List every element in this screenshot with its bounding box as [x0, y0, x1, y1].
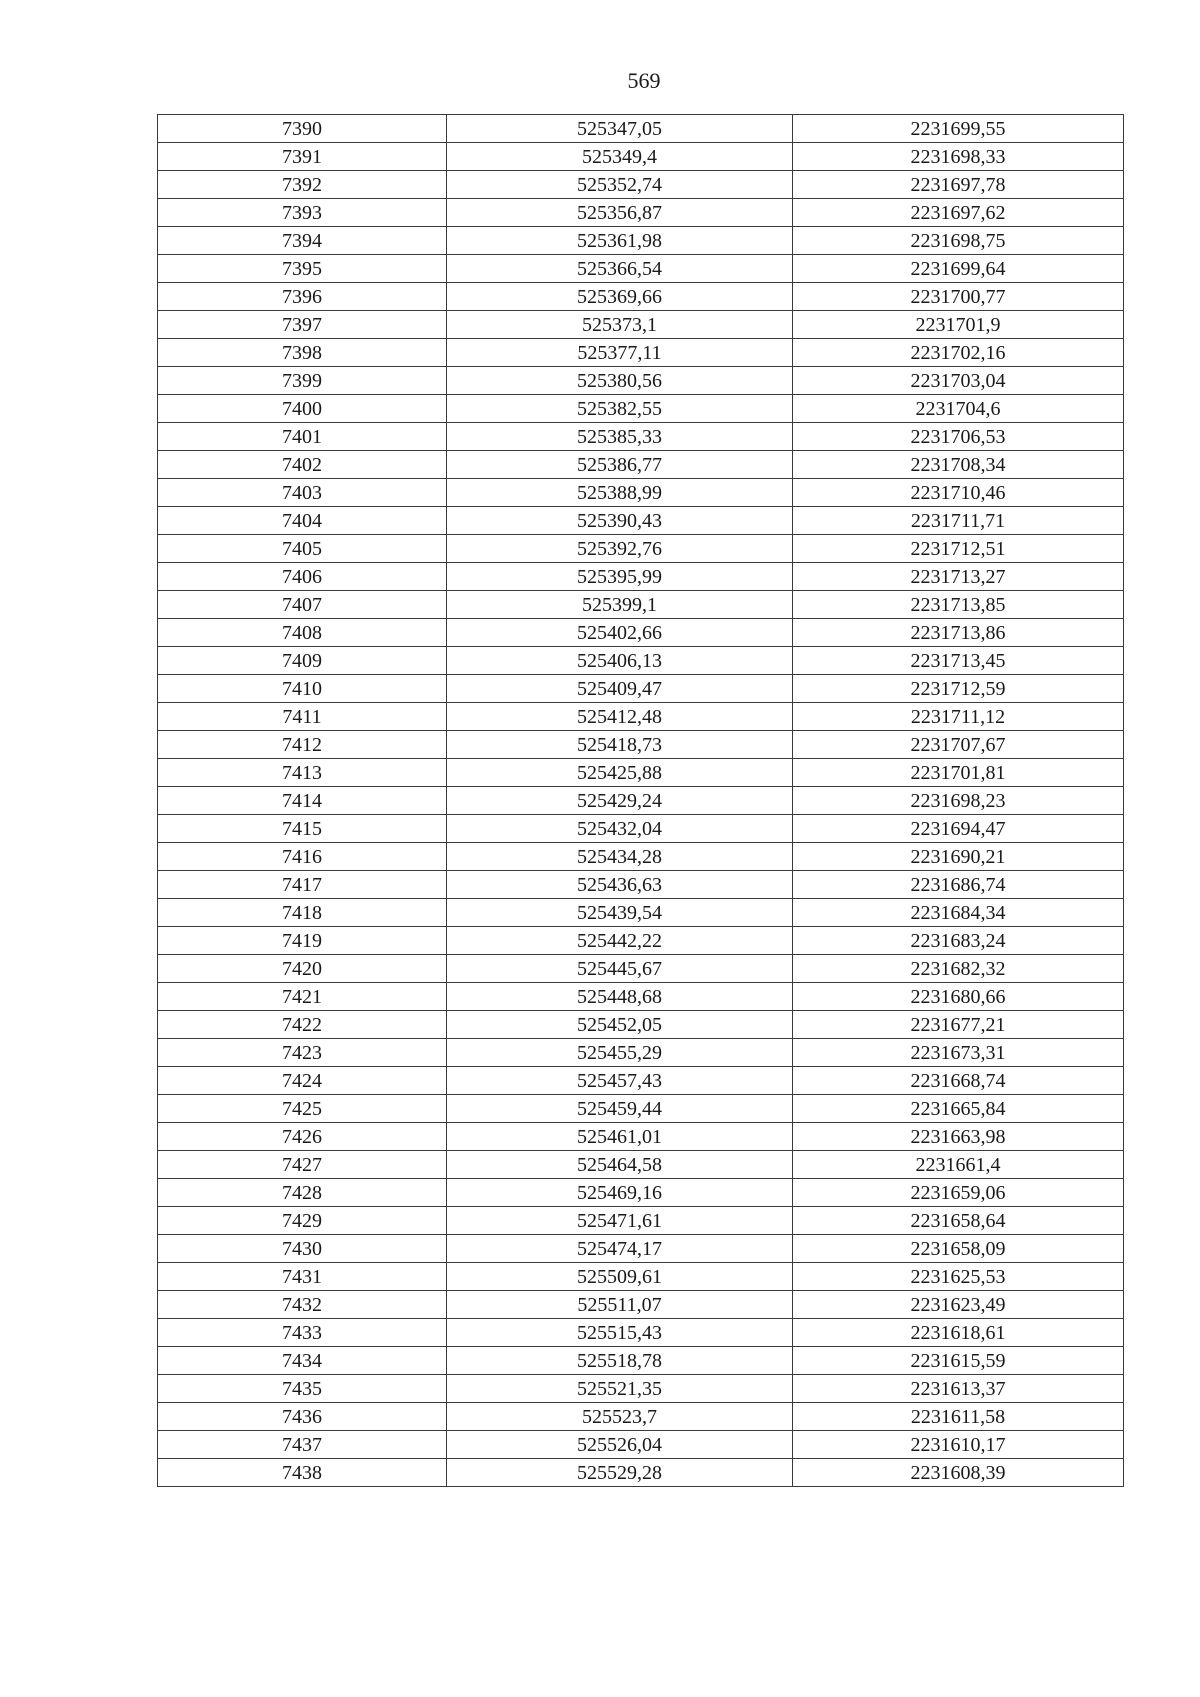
y-coordinate-cell: 2231713,85	[793, 591, 1124, 619]
x-coordinate-cell: 525469,16	[447, 1179, 793, 1207]
y-coordinate-cell: 2231713,86	[793, 619, 1124, 647]
y-coordinate-cell: 2231694,47	[793, 815, 1124, 843]
x-coordinate-cell: 525356,87	[447, 199, 793, 227]
y-coordinate-cell: 2231623,49	[793, 1291, 1124, 1319]
x-coordinate-cell: 525461,01	[447, 1123, 793, 1151]
point-number-cell: 7402	[158, 451, 447, 479]
point-number-cell: 7422	[158, 1011, 447, 1039]
point-number-cell: 7404	[158, 507, 447, 535]
x-coordinate-cell: 525448,68	[447, 983, 793, 1011]
x-coordinate-cell: 525436,63	[447, 871, 793, 899]
table-row	[158, 227, 1124, 255]
y-coordinate-cell: 2231713,27	[793, 563, 1124, 591]
point-number-cell: 7392	[158, 171, 447, 199]
y-coordinate-cell: 2231625,53	[793, 1263, 1124, 1291]
table-row	[158, 815, 1124, 843]
y-coordinate-cell: 2231683,24	[793, 927, 1124, 955]
y-coordinate-cell: 2231701,81	[793, 759, 1124, 787]
point-number-cell: 7390	[158, 115, 447, 143]
table-row	[158, 1235, 1124, 1263]
y-coordinate-cell: 2231698,75	[793, 227, 1124, 255]
point-number-cell: 7403	[158, 479, 447, 507]
table-row	[158, 367, 1124, 395]
point-number-cell: 7425	[158, 1095, 447, 1123]
x-coordinate-cell: 525439,54	[447, 899, 793, 927]
y-coordinate-cell: 2231697,62	[793, 199, 1124, 227]
y-coordinate-cell: 2231659,06	[793, 1179, 1124, 1207]
point-number-cell: 7430	[158, 1235, 447, 1263]
point-number-cell: 7400	[158, 395, 447, 423]
x-coordinate-cell: 525390,43	[447, 507, 793, 535]
y-coordinate-cell: 2231661,4	[793, 1151, 1124, 1179]
table-row	[158, 507, 1124, 535]
y-coordinate-cell: 2231712,59	[793, 675, 1124, 703]
x-coordinate-cell: 525382,55	[447, 395, 793, 423]
table-row	[158, 1291, 1124, 1319]
point-number-cell: 7401	[158, 423, 447, 451]
x-coordinate-cell: 525377,11	[447, 339, 793, 367]
x-coordinate-cell: 525523,7	[447, 1403, 793, 1431]
y-coordinate-cell: 2231697,78	[793, 171, 1124, 199]
y-coordinate-cell: 2231703,04	[793, 367, 1124, 395]
table-row	[158, 1179, 1124, 1207]
x-coordinate-cell: 525369,66	[447, 283, 793, 311]
y-coordinate-cell: 2231608,39	[793, 1459, 1124, 1487]
x-coordinate-cell: 525406,13	[447, 647, 793, 675]
table-row	[158, 787, 1124, 815]
x-coordinate-cell: 525385,33	[447, 423, 793, 451]
point-number-cell: 7406	[158, 563, 447, 591]
table-row	[158, 311, 1124, 339]
y-coordinate-cell: 2231673,31	[793, 1039, 1124, 1067]
table-row	[158, 759, 1124, 787]
x-coordinate-cell: 525526,04	[447, 1431, 793, 1459]
coordinates-table	[157, 114, 1124, 1487]
x-coordinate-cell: 525392,76	[447, 535, 793, 563]
table-row	[158, 479, 1124, 507]
coordinates-table-body	[158, 115, 1124, 1487]
table-row	[158, 1039, 1124, 1067]
y-coordinate-cell: 2231663,98	[793, 1123, 1124, 1151]
x-coordinate-cell: 525380,56	[447, 367, 793, 395]
point-number-cell: 7414	[158, 787, 447, 815]
x-coordinate-cell: 525402,66	[447, 619, 793, 647]
table-row	[158, 591, 1124, 619]
table-row	[158, 675, 1124, 703]
point-number-cell: 7429	[158, 1207, 447, 1235]
y-coordinate-cell: 2231686,74	[793, 871, 1124, 899]
table-row	[158, 1347, 1124, 1375]
y-coordinate-cell: 2231700,77	[793, 283, 1124, 311]
table-row	[158, 1123, 1124, 1151]
y-coordinate-cell: 2231682,32	[793, 955, 1124, 983]
y-coordinate-cell: 2231610,17	[793, 1431, 1124, 1459]
table-row	[158, 395, 1124, 423]
x-coordinate-cell: 525521,35	[447, 1375, 793, 1403]
y-coordinate-cell: 2231658,64	[793, 1207, 1124, 1235]
x-coordinate-cell: 525347,05	[447, 115, 793, 143]
table-row	[158, 1207, 1124, 1235]
table-row	[158, 199, 1124, 227]
table-row	[158, 1263, 1124, 1291]
x-coordinate-cell: 525395,99	[447, 563, 793, 591]
point-number-cell: 7411	[158, 703, 447, 731]
x-coordinate-cell: 525457,43	[447, 1067, 793, 1095]
point-number-cell: 7434	[158, 1347, 447, 1375]
x-coordinate-cell: 525366,54	[447, 255, 793, 283]
table-row	[158, 703, 1124, 731]
table-row	[158, 927, 1124, 955]
y-coordinate-cell: 2231611,58	[793, 1403, 1124, 1431]
table-row	[158, 955, 1124, 983]
x-coordinate-cell: 525529,28	[447, 1459, 793, 1487]
x-coordinate-cell: 525418,73	[447, 731, 793, 759]
point-number-cell: 7398	[158, 339, 447, 367]
point-number-cell: 7417	[158, 871, 447, 899]
y-coordinate-cell: 2231706,53	[793, 423, 1124, 451]
x-coordinate-cell: 525459,44	[447, 1095, 793, 1123]
point-number-cell: 7416	[158, 843, 447, 871]
table-row	[158, 339, 1124, 367]
point-number-cell: 7391	[158, 143, 447, 171]
y-coordinate-cell: 2231690,21	[793, 843, 1124, 871]
table-row	[158, 1095, 1124, 1123]
point-number-cell: 7399	[158, 367, 447, 395]
table-row	[158, 871, 1124, 899]
x-coordinate-cell: 525425,88	[447, 759, 793, 787]
x-coordinate-cell: 525352,74	[447, 171, 793, 199]
y-coordinate-cell: 2231698,33	[793, 143, 1124, 171]
table-row	[158, 563, 1124, 591]
y-coordinate-cell: 2231711,12	[793, 703, 1124, 731]
table-row	[158, 1459, 1124, 1487]
table-row	[158, 1403, 1124, 1431]
x-coordinate-cell: 525445,67	[447, 955, 793, 983]
x-coordinate-cell: 525515,43	[447, 1319, 793, 1347]
table-row	[158, 283, 1124, 311]
y-coordinate-cell: 2231712,51	[793, 535, 1124, 563]
point-number-cell: 7397	[158, 311, 447, 339]
point-number-cell: 7428	[158, 1179, 447, 1207]
point-number-cell: 7394	[158, 227, 447, 255]
point-number-cell: 7423	[158, 1039, 447, 1067]
point-number-cell: 7396	[158, 283, 447, 311]
table-row	[158, 1375, 1124, 1403]
x-coordinate-cell: 525432,04	[447, 815, 793, 843]
table-row	[158, 171, 1124, 199]
table-row	[158, 1011, 1124, 1039]
y-coordinate-cell: 2231702,16	[793, 339, 1124, 367]
table-row	[158, 619, 1124, 647]
y-coordinate-cell: 2231618,61	[793, 1319, 1124, 1347]
table-row	[158, 983, 1124, 1011]
y-coordinate-cell: 2231713,45	[793, 647, 1124, 675]
point-number-cell: 7433	[158, 1319, 447, 1347]
y-coordinate-cell: 2231684,34	[793, 899, 1124, 927]
y-coordinate-cell: 2231615,59	[793, 1347, 1124, 1375]
table-row	[158, 423, 1124, 451]
x-coordinate-cell: 525434,28	[447, 843, 793, 871]
y-coordinate-cell: 2231698,23	[793, 787, 1124, 815]
x-coordinate-cell: 525373,1	[447, 311, 793, 339]
point-number-cell: 7415	[158, 815, 447, 843]
table-row	[158, 1067, 1124, 1095]
x-coordinate-cell: 525474,17	[447, 1235, 793, 1263]
table-row	[158, 535, 1124, 563]
table-row	[158, 1431, 1124, 1459]
x-coordinate-cell: 525429,24	[447, 787, 793, 815]
point-number-cell: 7408	[158, 619, 447, 647]
table-row	[158, 255, 1124, 283]
y-coordinate-cell: 2231613,37	[793, 1375, 1124, 1403]
x-coordinate-cell: 525471,61	[447, 1207, 793, 1235]
point-number-cell: 7427	[158, 1151, 447, 1179]
table-row	[158, 843, 1124, 871]
point-number-cell: 7431	[158, 1263, 447, 1291]
page-number: 569	[627, 68, 661, 93]
point-number-cell: 7426	[158, 1123, 447, 1151]
x-coordinate-cell: 525442,22	[447, 927, 793, 955]
y-coordinate-cell: 2231677,21	[793, 1011, 1124, 1039]
y-coordinate-cell: 2231665,84	[793, 1095, 1124, 1123]
x-coordinate-cell: 525464,58	[447, 1151, 793, 1179]
table-row	[158, 143, 1124, 171]
x-coordinate-cell: 525452,05	[447, 1011, 793, 1039]
point-number-cell: 7421	[158, 983, 447, 1011]
point-number-cell: 7424	[158, 1067, 447, 1095]
point-number-cell: 7419	[158, 927, 447, 955]
x-coordinate-cell: 525388,99	[447, 479, 793, 507]
y-coordinate-cell: 2231668,74	[793, 1067, 1124, 1095]
point-number-cell: 7432	[158, 1291, 447, 1319]
x-coordinate-cell: 525409,47	[447, 675, 793, 703]
table-row	[158, 1151, 1124, 1179]
point-number-cell: 7409	[158, 647, 447, 675]
table-row	[158, 451, 1124, 479]
x-coordinate-cell: 525349,4	[447, 143, 793, 171]
point-number-cell: 7437	[158, 1431, 447, 1459]
y-coordinate-cell: 2231708,34	[793, 451, 1124, 479]
x-coordinate-cell: 525399,1	[447, 591, 793, 619]
point-number-cell: 7393	[158, 199, 447, 227]
x-coordinate-cell: 525361,98	[447, 227, 793, 255]
x-coordinate-cell: 525518,78	[447, 1347, 793, 1375]
point-number-cell: 7435	[158, 1375, 447, 1403]
point-number-cell: 7436	[158, 1403, 447, 1431]
table-row	[158, 1319, 1124, 1347]
point-number-cell: 7410	[158, 675, 447, 703]
y-coordinate-cell: 2231699,64	[793, 255, 1124, 283]
y-coordinate-cell: 2231680,66	[793, 983, 1124, 1011]
x-coordinate-cell: 525509,61	[447, 1263, 793, 1291]
x-coordinate-cell: 525511,07	[447, 1291, 793, 1319]
x-coordinate-cell: 525412,48	[447, 703, 793, 731]
x-coordinate-cell: 525455,29	[447, 1039, 793, 1067]
point-number-cell: 7407	[158, 591, 447, 619]
point-number-cell: 7395	[158, 255, 447, 283]
y-coordinate-cell: 2231658,09	[793, 1235, 1124, 1263]
y-coordinate-cell: 2231704,6	[793, 395, 1124, 423]
point-number-cell: 7405	[158, 535, 447, 563]
point-number-cell: 7420	[158, 955, 447, 983]
y-coordinate-cell: 2231711,71	[793, 507, 1124, 535]
table-row	[158, 647, 1124, 675]
y-coordinate-cell: 2231707,67	[793, 731, 1124, 759]
table-row	[158, 115, 1124, 143]
point-number-cell: 7438	[158, 1459, 447, 1487]
point-number-cell: 7418	[158, 899, 447, 927]
table-row	[158, 731, 1124, 759]
table-row	[158, 899, 1124, 927]
y-coordinate-cell: 2231710,46	[793, 479, 1124, 507]
x-coordinate-cell: 525386,77	[447, 451, 793, 479]
point-number-cell: 7412	[158, 731, 447, 759]
y-coordinate-cell: 2231699,55	[793, 115, 1124, 143]
y-coordinate-cell: 2231701,9	[793, 311, 1124, 339]
point-number-cell: 7413	[158, 759, 447, 787]
